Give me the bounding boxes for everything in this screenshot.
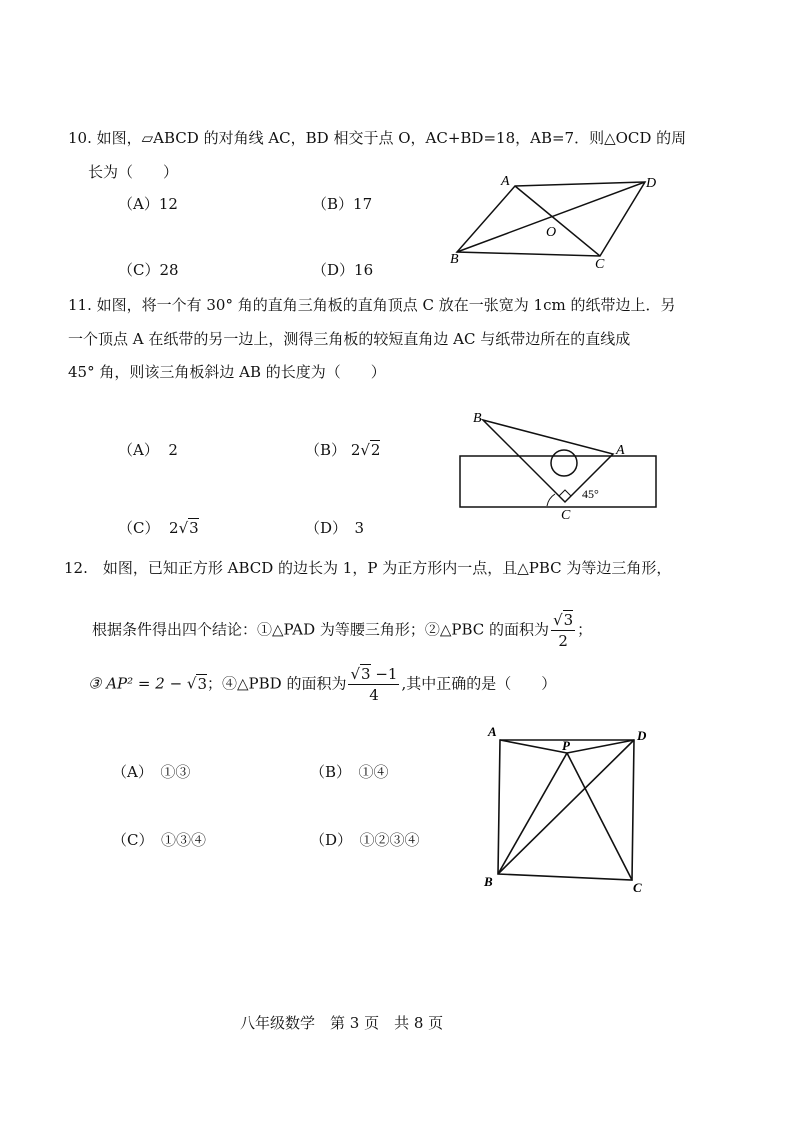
q11-option-b-coef: 2 (350, 441, 361, 459)
q10-option-a: （A）12 (118, 195, 178, 213)
q11-stem-line2: 一个顶点 A 在纸带的另一边上，测得三角板的较短直角边 AC 与纸带边所在的直线成 (68, 330, 631, 348)
q11-option-a-prefix: （A） (118, 441, 159, 459)
q12-option-b: （B） ①④ (310, 763, 389, 781)
q11-option-c-coef: 2 (169, 519, 179, 537)
q11-label-angle: 45° (582, 487, 599, 501)
q10-stem-line1: 10. 如图，▱ABCD 的对角线 AC，BD 相交于点 O，AC+BD=18，AB=7．则△OCD 的周 (68, 129, 687, 147)
q11-option-d: （D） 3 (305, 519, 365, 537)
q10-option-b: （B）17 (312, 195, 373, 213)
q11-option-c: （C） 2√3 (118, 519, 199, 537)
q12-fraction-area: $\frac{√3}{2}$ (553, 611, 574, 650)
q11-label-b: B (473, 411, 482, 426)
q10-label-d: D (646, 176, 657, 191)
q10-stem-line2: 长为（ ） (88, 163, 179, 181)
q12-fraction-area-numerator: 3 (563, 611, 574, 629)
q12-option-a: （A） ①③ (112, 763, 191, 781)
q11-label-c: C (561, 508, 571, 523)
q12-line3-part-c: ,其中正确的是（ ） (401, 674, 557, 693)
q11-option-b-prefix: （B） (305, 441, 347, 459)
page-footer: 八年级数学 第 3 页 共 8 页 (240, 1014, 444, 1032)
q12-stem-line1: 12. 如图，已知正方形 ABCD 的边长为 1，P 为正方形内一点，且△PBC 为等边三角形， (64, 559, 672, 577)
q12-fraction-pbd-radicand: 3 (361, 665, 371, 683)
q12-fraction-pbd: $\frac{√3 -1}{4}$ (350, 665, 398, 704)
q11-option-a-value: 2 (168, 441, 178, 459)
q11-label-a: A (616, 443, 625, 458)
q12-label-d: D (637, 728, 647, 743)
q12-fraction-area-denominator: 2 (558, 632, 568, 650)
q12-line2-end: ； (577, 620, 593, 639)
q12-square-figure (480, 722, 655, 897)
q12-line3-part-a: ③ AP² = 2 − (88, 674, 187, 693)
q12-fraction-pbd-denominator: 4 (369, 686, 379, 704)
q11-stem-line1: 11. 如图，将一个有 30° 角的直角三角板的直角顶点 C 放在一张宽为 1cm 的纸带边上．另 (68, 296, 676, 314)
q12-option-d: （D） ①②③④ (310, 831, 420, 849)
q12-line2-text: 根据条件得出四个结论：①△PAD 为等腰三角形；②△PBC 的面积为 (92, 620, 550, 639)
q10-parallelogram-figure (440, 168, 670, 273)
q11-option-a (118, 440, 178, 460)
q10-option-d: （D）16 (312, 261, 374, 279)
q11-stem-line3: 45° 角，则该三角板斜边 AB 的长度为（ ） (68, 363, 386, 381)
q12-fraction-pbd-numerator-tail: −1 (370, 665, 398, 683)
q11-option-c-prefix: （C） (118, 519, 160, 537)
q11-triangle-strip-figure (455, 408, 665, 523)
q12-label-c: C (633, 880, 642, 895)
q10-option-c: （C）28 (118, 261, 179, 279)
q12-label-a: A (488, 724, 497, 739)
q10-label-b: B (450, 252, 459, 267)
q12-line3-radicand: 3 (197, 674, 208, 693)
q12-option-c: （C） ①③④ (112, 831, 206, 849)
q11-option-b-radicand: 2 (370, 441, 381, 459)
q12-stem-line3: ③ AP² = 2 − √3；④△PBD 的面积为 $\frac{√3 -1}{4}$ ,其中正确的是（ ） (88, 665, 557, 704)
q10-label-o: O (546, 225, 557, 240)
q11-option-b: （B） 2√2 (305, 441, 381, 459)
q10-label-a: A (501, 174, 510, 189)
q11-option-c-radicand: 3 (189, 519, 199, 537)
q10-label-c: C (595, 257, 605, 272)
q12-stem-line2 (92, 610, 592, 651)
q12-label-p: P (562, 738, 570, 753)
q12-label-b: B (484, 874, 493, 889)
q12-line3-part-b: ；④△PBD 的面积为 (207, 674, 347, 693)
